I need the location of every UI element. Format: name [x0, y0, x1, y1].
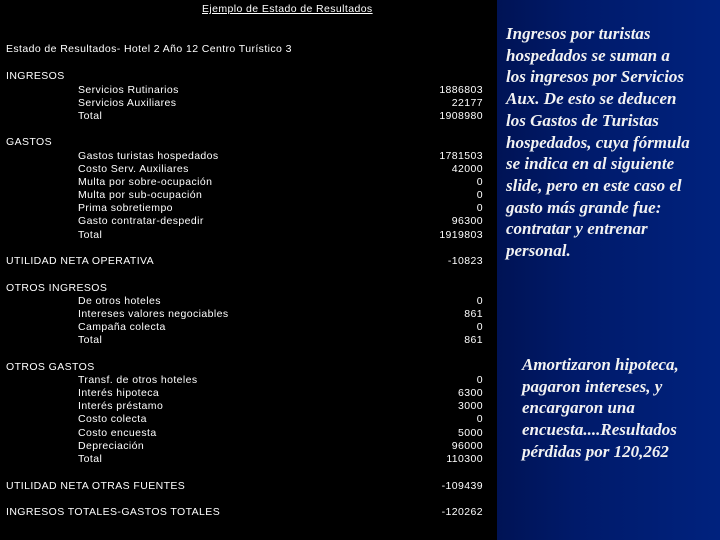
- row-value: 0: [476, 176, 483, 188]
- note-line: gasto más grande fue:: [506, 197, 662, 217]
- row-value: 22177: [451, 97, 483, 109]
- row-value: 0: [476, 374, 483, 386]
- row-value: 5000: [458, 427, 483, 439]
- row-label: Intereses valores negociables: [78, 308, 229, 320]
- section-heading-otros-gastos: OTROS GASTOS: [6, 361, 95, 373]
- row-value: 6300: [458, 387, 483, 399]
- utilidad-otras-label: UTILIDAD NETA OTRAS FUENTES: [6, 480, 186, 492]
- row-label: Interés hipoteca: [78, 387, 160, 399]
- note-line: personal.: [506, 241, 571, 261]
- note-line: Aux. De esto se deducen: [506, 89, 677, 109]
- utilidad-operativa-value: -10823: [447, 255, 483, 267]
- page-title: Ejemplo de Estado de Resultados: [202, 3, 373, 15]
- note-line: encuesta....Resultados: [522, 420, 677, 440]
- row-label: Servicios Rutinarios: [78, 84, 179, 96]
- row-value: 0: [476, 202, 483, 214]
- row-label: Multa por sobre-ocupación: [78, 176, 213, 188]
- row-value: 96000: [451, 440, 483, 452]
- row-label: Costo Serv. Auxiliares: [78, 163, 189, 175]
- annotation-note-resultados: [522, 354, 679, 463]
- row-value: 0: [476, 189, 483, 201]
- note-line: contratar y entrenar: [506, 219, 648, 239]
- row-value: 0: [476, 413, 483, 425]
- utilidad-otras-value: -109439: [441, 480, 483, 492]
- note-line: slide, pero en este caso el: [506, 175, 682, 195]
- row-label: Total: [78, 334, 103, 346]
- row-value: 96300: [451, 215, 483, 227]
- note-line: Ingresos por turistas: [506, 24, 651, 43]
- note-line: hospedados, cuya fórmula: [506, 132, 690, 152]
- note-line: se indica en al siguiente: [506, 154, 675, 174]
- row-label: Multa por sub-ocupación: [78, 189, 203, 201]
- totales-value: -120262: [441, 506, 483, 518]
- row-label: Depreciación: [78, 440, 145, 452]
- note-line: pagaron intereses, y: [522, 376, 663, 396]
- row-value: 0: [476, 295, 483, 307]
- row-label: Costo encuesta: [78, 427, 157, 439]
- section-heading-ingresos: INGRESOS: [6, 70, 65, 82]
- row-label: De otros hoteles: [78, 295, 161, 307]
- row-value: 861: [464, 308, 483, 320]
- row-value: 42000: [451, 163, 483, 175]
- row-value: 0: [476, 321, 483, 333]
- section-heading-otros-ingresos: OTROS INGRESOS: [6, 282, 108, 294]
- row-label: Transf. de otros hoteles: [78, 374, 198, 386]
- report-heading: Estado de Resultados- Hotel 2 Año 12 Centro Turístico 3: [6, 43, 292, 55]
- row-label: Campaña colecta: [78, 321, 166, 333]
- note-line: hospedados se suman a: [506, 45, 670, 65]
- row-value: 1781503: [439, 150, 483, 162]
- totales-label: INGRESOS TOTALES-GASTOS TOTALES: [6, 506, 221, 518]
- row-value: 861: [464, 334, 483, 346]
- note-line: Amortizaron hipoteca,: [522, 355, 679, 374]
- row-label: Gasto contratar-despedir: [78, 215, 204, 227]
- section-heading-gastos: GASTOS: [6, 136, 52, 148]
- row-label: Costo colecta: [78, 413, 147, 425]
- row-value: 1919803: [439, 229, 483, 241]
- row-label: Total: [78, 453, 103, 465]
- row-label: Total: [78, 229, 103, 241]
- note-line: los ingresos por Servicios: [506, 67, 685, 87]
- note-line: encargaron una: [522, 398, 635, 418]
- note-line: pérdidas por 120,262: [522, 441, 669, 461]
- row-value: 110300: [446, 453, 483, 465]
- row-label: Total: [78, 110, 103, 122]
- annotation-note-ingresos: [506, 23, 690, 262]
- row-value: 1886803: [439, 84, 483, 96]
- row-value: 3000: [458, 400, 483, 412]
- row-label: Prima sobretiempo: [78, 202, 173, 214]
- row-label: Servicios Auxiliares: [78, 97, 177, 109]
- row-value: 1908980: [439, 110, 483, 122]
- utilidad-operativa-label: UTILIDAD NETA OPERATIVA: [6, 255, 155, 267]
- row-label: Gastos turistas hospedados: [78, 150, 219, 162]
- row-label: Interés préstamo: [78, 400, 164, 412]
- note-line: los Gastos de Turistas: [506, 110, 659, 130]
